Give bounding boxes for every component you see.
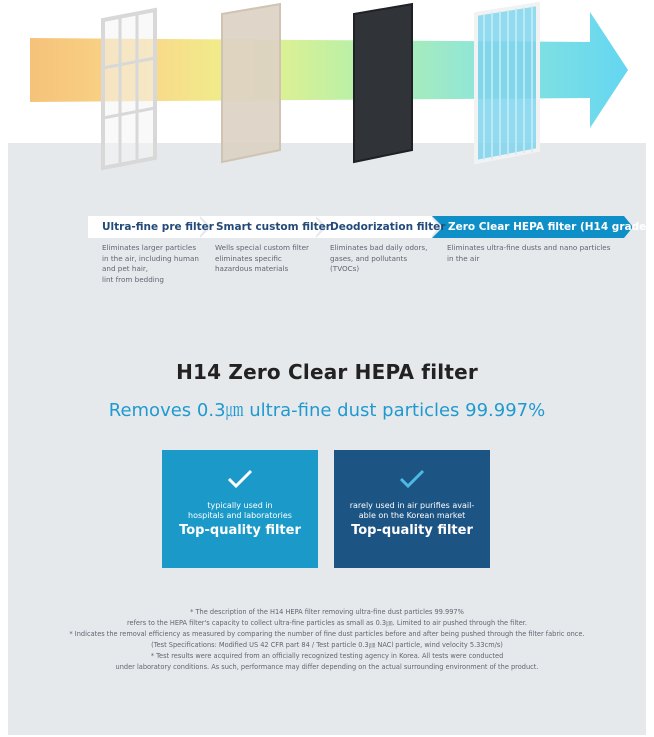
- checkmark-icon: [225, 468, 255, 490]
- feature-card-hospital: [162, 450, 318, 568]
- custom-filter-panel: [222, 4, 280, 162]
- card-caption: rarely used in air purifies avail- able on the Korean market: [349, 501, 475, 520]
- step-description-custom-filter: Wells special custom filter eliminates specific hazardous materials: [215, 243, 309, 273]
- step-description-deodorization-filter: Eliminates bad daily odors, gases, and pollutants (TVOCs): [330, 243, 428, 273]
- step-hepa-filter: Zero Clear HEPA filter (H14 grade): [432, 216, 624, 238]
- hepa-filter-panel: [476, 4, 538, 162]
- page-subtitle: Removes 0.3㎛ ultra-fine dust particles 99.997%: [108, 400, 546, 421]
- footnotes: * The description of the H14 HEPA filter removing ultra-fine dust particles 99.997% refers to the HEPA filter's capacity to collect ultra-fine particles as small as 0.3㎛. Limited to air pushed through the filter. * Indicates the removal efficiency as measured by comparing the number of fine dust particles before and after being pushed through the filter fabric once. (Test Specifications: Modified US 42 CFR part 84 / Test particle 0.3㎛ NACl particle, wind velocity 5.33cm/s) * Test results were acquired from an officially recognized testing agency in Korea. All tests were conducted under laboratory conditions. As such, performance may differ depending on the actual surrounding environment of the product.: [69, 608, 585, 671]
- card-title: Top-quality filter: [351, 523, 473, 538]
- step-pre-filter: Ultra-fine pre filter: [88, 216, 200, 238]
- filter-steps: [88, 216, 652, 238]
- filter-illustration: [0, 0, 654, 190]
- step-custom-filter: Smart custom filter: [200, 216, 316, 238]
- card-title: Top-quality filter: [179, 523, 301, 538]
- page-title: H14 Zero Clear HEPA filter: [176, 360, 478, 384]
- feature-card-korean-market: [334, 450, 490, 568]
- pre-filter-frame: [103, 10, 155, 168]
- checkmark-icon: [397, 468, 427, 490]
- step-deodorization-filter: Deodorization filter: [316, 216, 432, 238]
- step-description-hepa-filter: Eliminates ultra-fine dusts and nano particles in the air: [447, 243, 611, 263]
- step-description-pre-filter: Eliminates larger particles in the air, including human and pet hair, lint from bedding: [102, 243, 199, 284]
- deodorization-filter-panel: [354, 4, 412, 162]
- card-caption: typically used in hospitals and laboratories: [188, 501, 292, 520]
